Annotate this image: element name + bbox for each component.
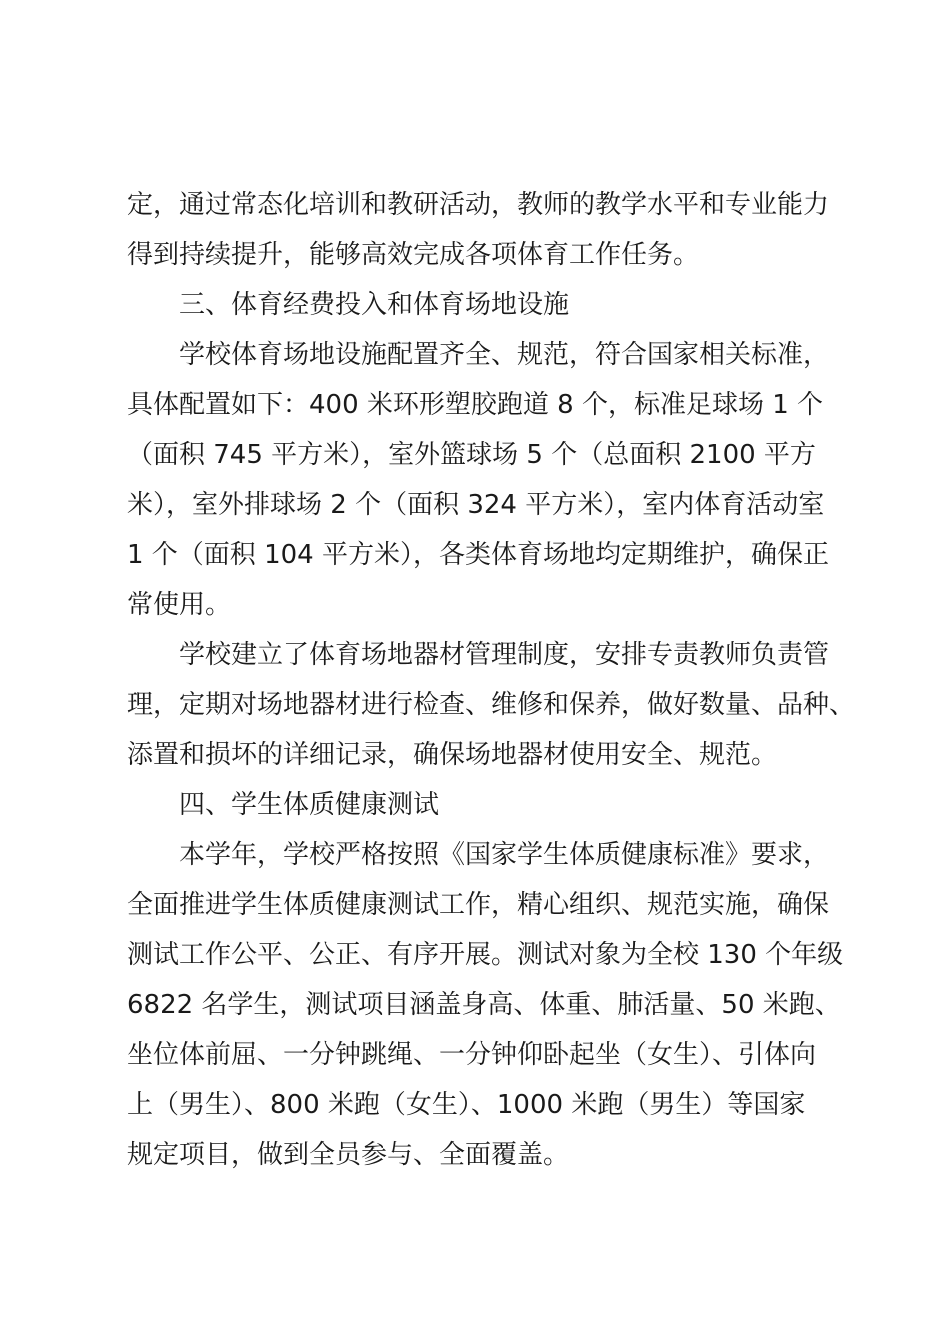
text-line-7: 米），室外排球场 2 个（面积 324 平方米），室内体育活动室: [127, 490, 825, 520]
text-line-14: 本学年，学校严格按照《国家学生体质健康标准》要求，: [179, 840, 830, 870]
text-line-16: 测试工作公平、公正、有序开展。测试对象为全校 130 个年级: [127, 940, 844, 970]
text-line-2: 得到持续提升，能够高效完成各项体育工作任务。: [127, 240, 700, 270]
text-line-6: （面积 745 平方米），室外篮球场 5 个（总面积 2100 平方: [127, 440, 816, 470]
text-line-10: 学校建立了体育场地器材管理制度，安排专责教师负责管: [179, 640, 830, 670]
section-heading-4: 四、学生体质健康测试: [179, 790, 440, 820]
text-line-5: 具体配置如下：400 米环形塑胶跑道 8 个，标准足球场 1 个: [127, 390, 824, 420]
text-line-17: 6822 名学生，测试项目涵盖身高、体重、肺活量、50 米跑、: [127, 990, 841, 1020]
section-heading-3: 三、体育经费投入和体育场地设施: [179, 290, 570, 320]
text-line-1: 定，通过常态化培训和教研活动，教师的教学水平和专业能力: [127, 190, 830, 220]
text-line-18: 坐位体前屈、一分钟跳绳、一分钟仰卧起坐（女生）、引体向: [127, 1040, 817, 1070]
text-line-15: 全面推进学生体质健康测试工作，精心组织、规范实施，确保: [127, 890, 830, 920]
text-line-4: 学校体育场地设施配置齐全、规范，符合国家相关标准，: [179, 340, 830, 370]
document-body: [127, 180, 856, 1180]
text-line-8: 1 个（面积 104 平方米），各类体育场地均定期维护，确保正: [127, 540, 829, 570]
text-line-20: 规定项目，做到全员参与、全面覆盖。: [127, 1140, 570, 1170]
text-line-12: 添置和损坏的详细记录，确保场地器材使用安全、规范。: [127, 740, 778, 770]
text-line-9: 常使用。: [127, 590, 232, 620]
text-line-11: 理，定期对场地器材进行检查、维修和保养，做好数量、品种、: [127, 690, 856, 720]
text-line-19: 上（男生）、800 米跑（女生）、1000 米跑（男生）等国家: [127, 1090, 806, 1120]
